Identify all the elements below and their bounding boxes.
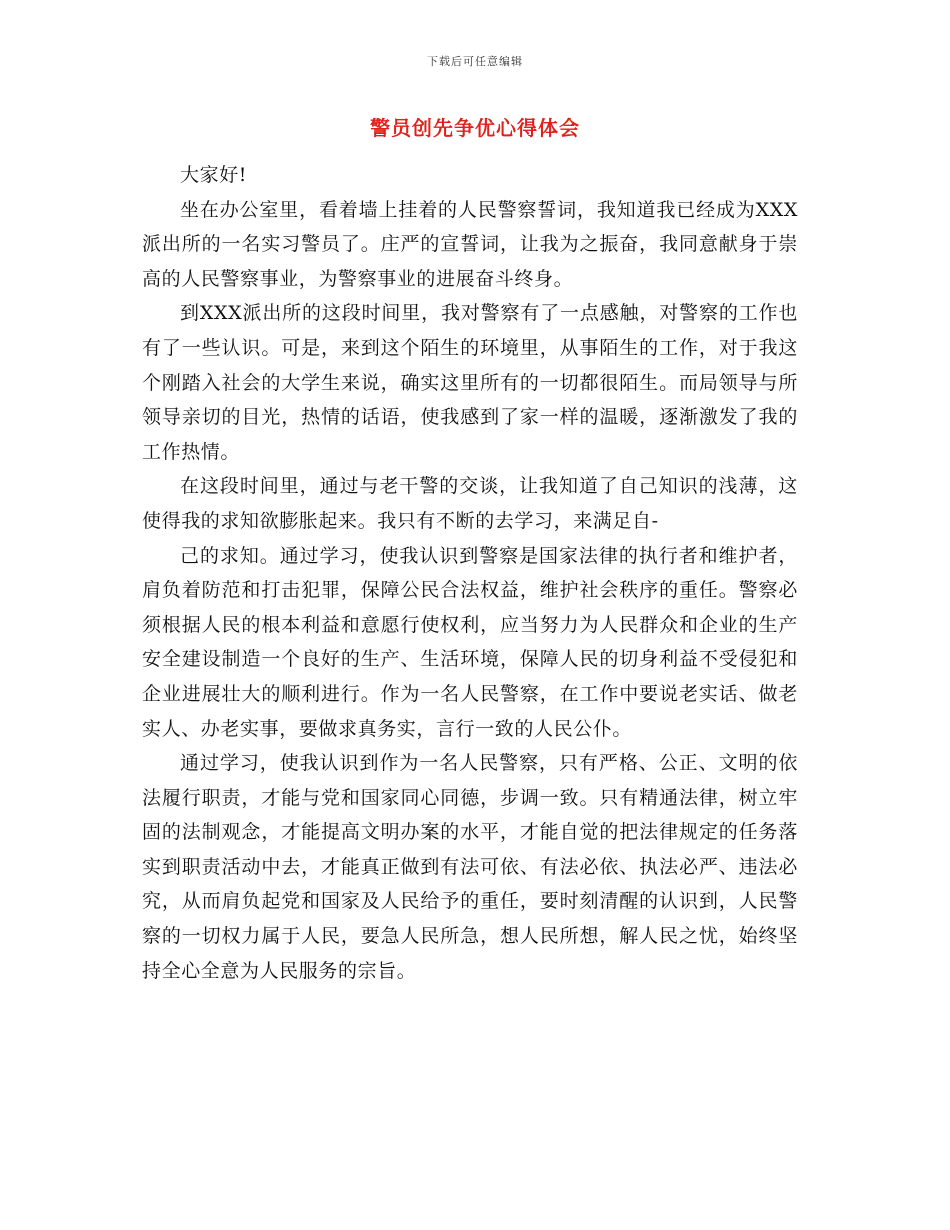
body-paragraph-4: 己的求知。通过学习，使我认识到警察是国家法律的执行者和维护者，肩负着防范和打击犯罪，保障公民合法权益，维护社会秩序的重任。警察必须根据人民的根本利益和意愿行使权利，应当努力为人民群众和企业的生产安全建设制造一个良好的生产、生活环境，保障人民的切身利益不受侵犯和企业进展壮大的顺利进行。作为一名人民警察，在工作中要说老实话、做老实人、办老实事，要做求真务实，言行一致的人民公仆。 [142, 544, 798, 740]
body-paragraph-1: 坐在办公室里，看着墙上挂着的人民警察誓词，我知道我已经成为XXX派出所的一名实习警员了。庄严的宣誓词，让我为之振奋，我同意献身于崇高的人民警察事业，为警察事业的进展奋斗终身。 [142, 198, 798, 290]
body-paragraph-3: 在这段时间里，通过与老干警的交谈，让我知道了自己知识的浅薄，这使得我的求知欲膨胀起来。我只有不断的去学习，来满足自- [142, 475, 798, 532]
page-header-note: 下载后可任意编辑 [427, 55, 523, 68]
body-paragraph-2: 到XXX派出所的这段时间里，我对警察有了一点感触，对警察的工作也有了一些认识。可是，来到这个陌生的环境里，从事陌生的工作，对于我这个刚踏入社会的大学生来说，确实这里所有的一切都很陌生。而局领导与所领导亲切的目光，热情的话语，使我感到了家一样的温暖，逐渐激发了我的工作热情。 [142, 302, 798, 463]
document-title: 警员创先争优心得体会 [370, 116, 580, 140]
document-body [142, 158, 798, 988]
greeting-paragraph: 大家好! [180, 164, 248, 186]
body-paragraph-5: 通过学习，使我认识到作为一名人民警察，只有严格、公正、文明的依法履行职责，才能与党和国家同心同德，步调一致。只有精通法律，树立牢固的法制观念，才能提高文明办案的水平，才能自觉的把法律规定的任务落实到职责活动中去，才能真正做到有法可依、有法必依、执法必严、违法必究，从而肩负起党和国家及人民给予的重任，要时刻清醒的认识到，人民警察的一切权力属于人民，要急人民所急，想人民所想，解人民之忧，始终坚持全心全意为人民服务的宗旨。 [142, 752, 798, 982]
